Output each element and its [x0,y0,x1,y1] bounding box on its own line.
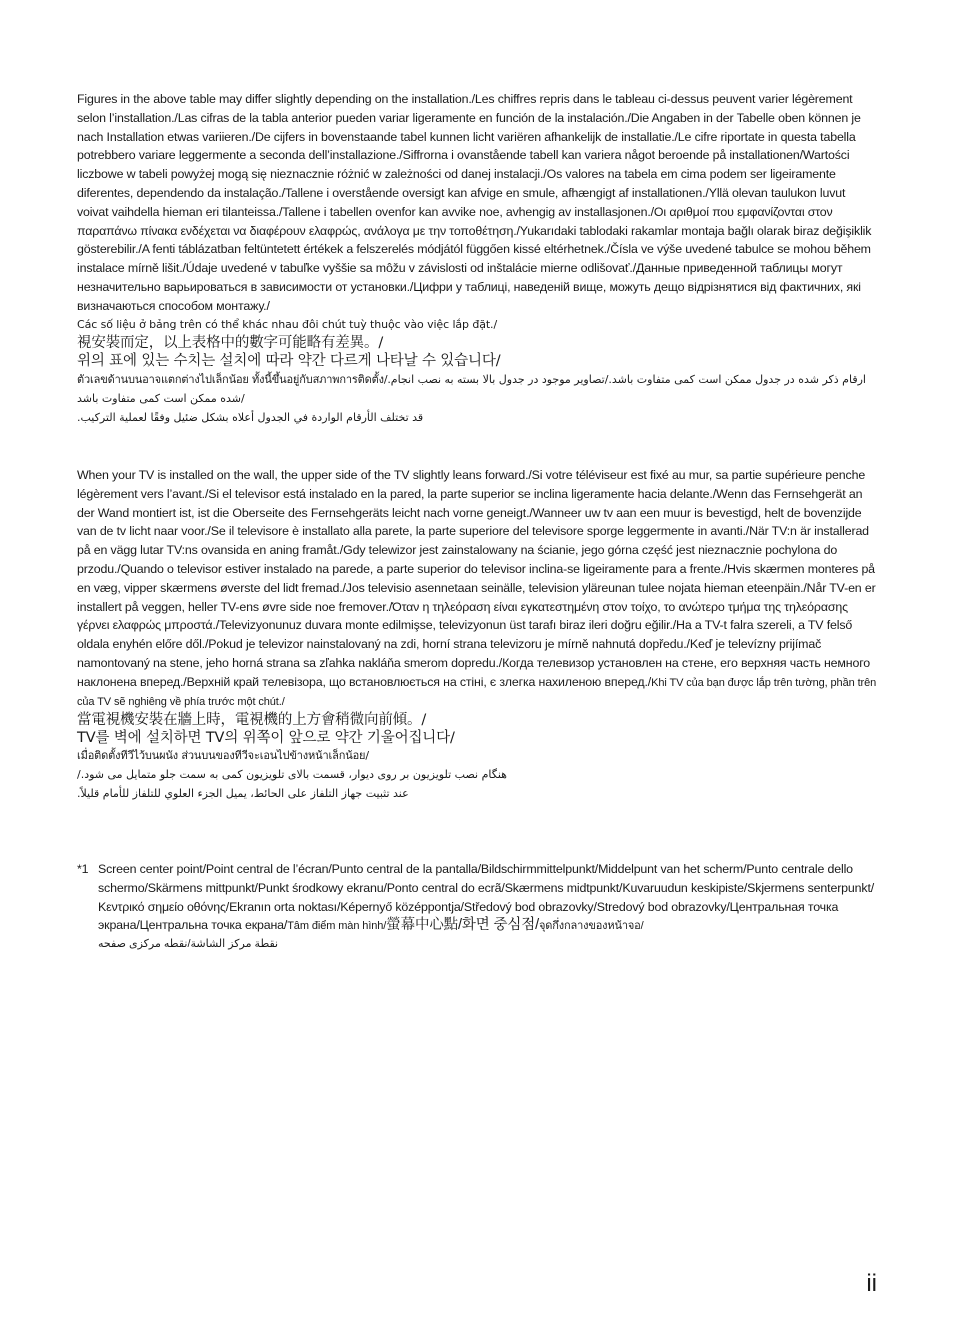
arabic-text: عند تثبيت جهاز التلفاز على الحائط، يميل الجزء العلوي للتلفاز للأمام قليلاً. [77,786,409,800]
multilingual-text: When your TV is installed on the wall, the upper side of the TV slightly leans forward./Si votre téléviseur est fixé au mur, sa partie supérieure penche légèrement vers l’avant./Si el televisor está instalado en la pared, la parte superior se inclina ligeramente hacia delante./Wenn das Fernsehgerät an der Wand montiert ist, ist die Oberseite des Fernsehgeräts leicht nach vorne geneigt./Wanneer uw tv aan een muur is bevestigd, helt de bovenzijde van de tv licht naar voor./Se il televisore è installato alla parete, la parte superiore del televisore sporge leggermente in avanti./När TV:n är installerad på en vägg lutar TV:ns ovansida en aning framåt./Gdy telewizor jest zainstalowany na ścianie, jego górna część jest nieznacznie pochylona do przodu./Quando o televisor estiver instalado na parede, a parte superior do televisor inclina-se ligeiramente para a frente./Hvis skærmen monteres på en væg, vipper skærmens øverste del lidt fremad./Jos televisio asennetaan seinälle, television yläreunan tulee nojata hieman eteenpäin./Når TV-en er installert på veggen, heller TV-ens øvre side noe fremover./Όταν η τηλεόραση είναι εγκατεστημένη στον τοίχο, το ανώτερο τμήμα της τηλεόρασης γέρνει ελαφρώς μπροστά./Televizyonunuz duvara monte edilmişse, televizyonun üst tarafı biraz ileri doğru eğilir./Ha a TV-t falra szereli, a TV felső oldala enyhén előre dől./Pokud je televizor nainstalovaný na zdi, horní strana televizoru je mírně nahnutá dopředu./Keď je televízny prijímač namontovaný na stene, jeho horná strana sa zľahka nakláňa smerom dopredu./Когда телевизор установлен на стене, его верхняя часть немного наклонена вперед./Верхній край телевізора, що встановлюється на стіні, є злегка нахиленою вперед./ [77,468,876,689]
wall-mount-lean-note [77,466,879,803]
persian-text: هنگام نصب تلویزیون بر روی دیوار، قسمت بالای تلویزیون کمی به سمت جلو متمایل می شود./ [77,767,507,781]
arabic-text: نقطة مركز الشاشة/نقطه مرکزی صفحه [98,938,279,951]
thai-persian-text: ตัวเลขด้านบนอาจแตกต่างไปเล็กน้อย ทั้งนี้ขึ้นอยู่กับสภาพการติดตั้ง/.ارقام ذکر شده در جدول ممکن است کمی متفاوت باشد./تصاوير موجود در جدول بالا بسته به نصب انجام شده ممکن است کمی متفاوت باشد/ [77,372,866,405]
arabic-text: قد تختلف الأرقام الواردة في الجدول أعلاه بشكل ضئيل وفقًا لعملية التركيب. [77,410,424,424]
chinese-text: 螢幕中心點/ [386,917,462,934]
footnote [77,860,879,954]
multilingual-paragraph [77,466,879,711]
chinese-text: 當電視機安裝在牆上時，電視機的上方會稍微向前傾。/ [77,711,427,728]
korean-text: TV를 벽에 설치하면 TV의 위쪽이 앞으로 약간 기울어집니다/ [77,729,455,746]
page-number: ii [866,1270,877,1297]
installation-variance-note [77,90,879,427]
korean-text: 화면 중심점/ [461,917,539,934]
multilingual-paragraph: Figures in the above table may differ slightly depending on the installation./Les chiffres repris dans le tableau ci-dessus peuvent varier légèrement selon l’installation./Las cifras de la tabla anterior pueden variar ligeramente en función de la instalación./Die Angaben in der Tabelle oben können je nach Installation etwas variieren./De cijfers in bovenstaande tabel kunnen licht variëren afhankelijk de installatie./Le cifre riportate in questa tabella potrebbero variare leggermente a seconda dell’installazione./Siffrorna i ovanstående tabell kan variera något beroende på installationen/Wartości liczbowe w tabeli powyżej mogą się nieznacznie różnić w zależności od danej instalacji./Os valores na tabela em cima podem ser ligeiramente diferentes, dependendo da instalação./Tallene i overstående oversigt kan afvige en smule, afhængigt af installationen./Yllä olevan taulukon luvut voivat vaihdella hieman eri tilanteissa./Tallene i tabellen ovenfor kan avvike noe, avhengig av installasjonen./Οι αριθμοί που εμφανίζονται στον παραπάνω πίνακα ενδέχεται να διαφέρουν ελαφρώς, ανάλογα με την τοποθέτηση./Yukarıdaki tablodaki rakamlar montaja bağlı olarak biraz değişiklik gösterebilir./A fenti táblázatban feltüntetett értékek a felszerelés módjától függően kissé eltérhetnek./Čísla ve výše uvedené tabulce se mohou během instalace mírně lišit./Údaje uvedené v tabuľke vyššie sa môžu v závislosti od inštalácie mierne odlišovať./Данные приведенной таблицы могут незначительно варьироваться в зависимости от установки./Цифри у таблиці, наведеній вище, можуть дещо відрізнятися від фактичних, які визначаються способом монтажу./ [77,92,872,313]
thai-text: จุดกึ่งกลางของหน้าจอ/ [538,920,644,933]
footnote-text: Screen center point/Point central de l’écran/Punto central de la pantalla/Bildschirmmittelpunkt/Middelpunt van het scherm/Punto centrale dello schermo/Skärmens mittpunkt/Punkt środkowy ekranu/Ponto central do ecrã/Skærmens midtpunkt/Kuvaruudun keskipiste/Skjermens senterpunkt/Κεντρικό σημείο οθόνης/Ekranın orta noktası/Képernyő középpontja/Středový bod obrazovky/Stredový bod obrazovky/Центральная точка экрана/Центральна точка екрана/ [98,862,875,933]
korean-text: 위의 표에 있는 수치는 설치에 따라 약간 다르게 나타날 수 있습니다/ [77,352,501,369]
footnote-body [77,860,879,954]
vietnamese-text: Tâm điểm màn hình/ [287,920,387,933]
vietnamese-text: Khi TV của bạn được lắp trên tường, phần trên của TV sẽ nghiêng về phía trước một chút./ [77,676,877,708]
vietnamese-text: Các số liệu ở bảng trên có thể khác nhau đôi chút tuỳ thuộc vào việc lắp đặt./ [77,317,498,331]
footnote-marker: *1 [77,862,89,876]
chinese-text: 視安裝而定，以上表格中的數字可能略有差異。/ [77,334,384,351]
thai-text: เมื่อติดตั้งทีวีไว้บนผนัง ส่วนบนของทีวีจะเอนไปข้างหน้าเล็กน้อย/ [77,748,369,762]
